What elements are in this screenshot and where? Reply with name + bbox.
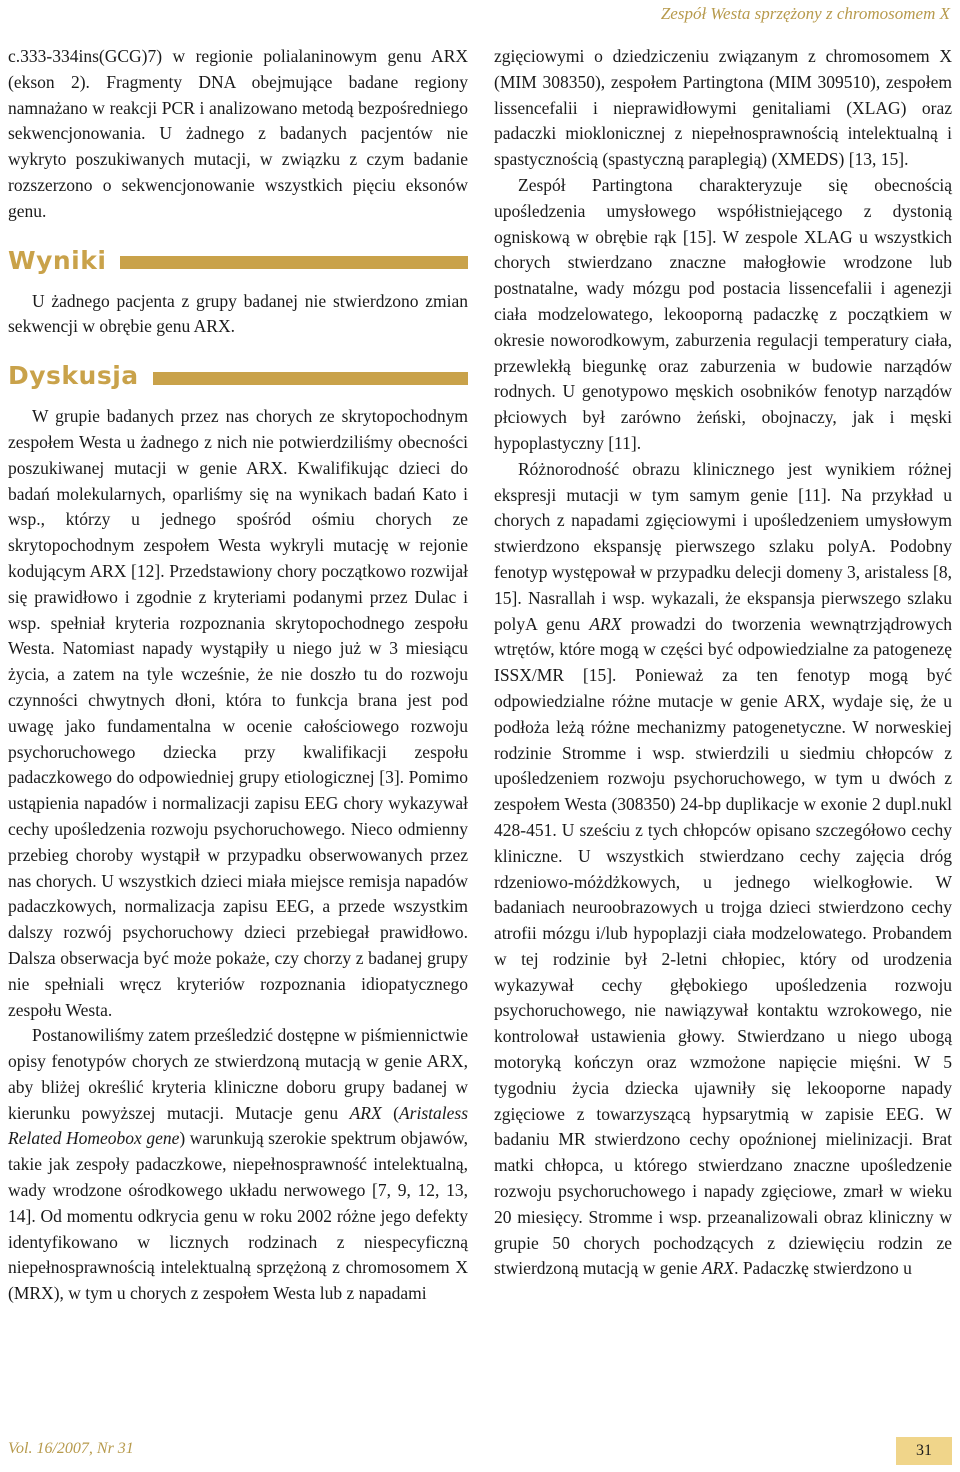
- gene-name: ARX: [701, 1258, 735, 1279]
- text-run: ) warunkują szerokie spektrum objawów, takie jak zespoły padaczkowe, niepełnosprawność intelektualną, wady wrodzone ośrodkowego układu nerwowego [7, 9, 12, 13, 14]. Od momentu odkrycia genu w roku 2002 różne jego defekty identyfikowano w licznych rodzinach z niespecyficzną niepełnosprawnością intelektualną sprzężoną z chromosomem X (MRX), w tym u chorych z zespołem Westa lub z napadami: [8, 1128, 468, 1304]
- heading-divider-bar: [153, 372, 468, 385]
- journal-volume: Vol. 16/2007, Nr 31: [8, 1440, 134, 1457]
- gene-name: ARX: [589, 613, 622, 634]
- left-column: [8, 44, 468, 1307]
- text-run: Różnorodność obrazu klinicznego jest wynikiem różnej ekspresji mutacji w tym samym genie [11]. Na przykład u chorych z napadami zgięciowymi i upośledzeniem umysłowym stwierdzono ekspansję pierwszego szlaku polyA. Podobny fenotyp występował w przypadku delecji domeny 3, aristaless [8, 15]. Nasrallah i wsp. wykazali, że ekspansja pierwszego szlaku polyA genu: [494, 458, 952, 634]
- heading-divider-bar: [120, 256, 468, 269]
- right-column: [494, 44, 952, 1282]
- text-run: Postanowiliśmy zatem prześledzić dostępne w piśmiennictwie opisy fenotypów chorych ze stwierdzoną mutacją w genie ARX, aby bliżej określić kryteria kliniczne doboru grupy badanej w kierunku powyższej mutacji. Mutacje genu: [8, 1025, 468, 1123]
- discussion-heading-text: Dyskusja: [8, 361, 139, 391]
- right-paragraph-3: [494, 457, 952, 1283]
- right-paragraph-2: Zespół Partingtona charakteryzuje się obecnością upośledzenia umysłowego współistniejącego z dystonią ogniskową w obrębie rąk [15]. W zespole XLAG u wszystkich chorych stwierdzano znaczne małogłowie wrodzone lub postnatalne, wady mózgu pod postacia lissencefalii i agenezji ciała modzelowatego, lekooporną padaczkę z początkiem w okresie noworodkowym, zaburzenia regulacji temperatury ciała, przewlekłą biegunkę oraz zaburzenia w budowie narządów rodnych. U genotypowo męskich osobników fenotyp narządów płciowych był zarówno żeński, obojnaczy, jak i męski hypoplastyczny [11].: [494, 174, 952, 453]
- text-run: (: [381, 1102, 399, 1123]
- right-paragraph-1: zgięciowymi o dziedziczeniu związanym z chromosomem X (MIM 308350), zespołem Partingtona (MIM 309510), zespołem lissencefalii i nieprawidłowymi genitaliami (XLAG) oraz padaczki mioklonicznej z niepełnosprawnością intelektualną i spastycznością (spastyczną paraplegią) (XMEDS) [13, 15].: [494, 46, 952, 170]
- results-paragraph: U żadnego pacjenta z grupy badanej nie stwierdzono zmian sekwencji w obrębie genu ARX.: [8, 290, 468, 337]
- running-head: Zespół Westa sprzężony z chromosomem X: [660, 4, 950, 23]
- results-heading-text: Wyniki: [8, 245, 107, 275]
- text-run: . Padaczkę stwierdzono u: [734, 1258, 912, 1279]
- discussion-paragraph-1: W grupie badanych przez nas chorych ze skrytopochodnym zespołem Westa u żadnego z nich nie potwierdziliśmy obecności poszukiwanej mutacji w genie ARX. Kwalifikując dzieci do badań molekularnych, oparliśmy się na wynikach badań Kato i wsp., którzy u jednego spośród ośmiu chorych ze skrytopochodnym zespołem Westa wykryli mutację w rejonie kodującym ARX [12]. Przedstawiony chory początkowo rozwijał się prawidłowo i zgodnie z kryteriami podanymi przez Dulac i wsp. spełniał kryteria rozpoznania skrytopochodnego zespołu Westa. Natomiast napady wystąpiły u niego już w 3 miesiącu życia, a zatem na tyle wcześnie, że nie doszło tu do rozwoju czynności chwytnych dłoni, która to funkcja brana jest pod uwagę jako fundamentalna w ocenie całościowego rozwoju psychoruchowego dziecka przy kwalifikacji zespołu padaczkowego do odpowiedniej grupy etiologicznej [3]. Pomimo ustąpienia napadów i normalizacji zapisu EEG chory wykazywał cechy upośledzenia rozwoju psychoruchowego. Nieco odmienny przebieg choroby wystąpił w przypadku obserwowanych przez nas chorych. U wszystkich dzieci miała miejsce remisja napadów padaczkowych, normalizacja zapisu EEG, a przede wszystkim dalszy rozwój psychoruchowy dzieci przebiegał prawidłowo. Dalsza obserwacja być może pokaże, czy chorzy z badanej grupy nie spełniali wręcz kryteriów rozpoznania idiopatycznego zespołu Westa.: [8, 406, 468, 1020]
- discussion-paragraph-2: [8, 1023, 468, 1307]
- discussion-heading: [8, 362, 468, 390]
- gene-name: ARX: [349, 1102, 382, 1123]
- gene-full-name: Aristaless Related Homeobox gene: [8, 1102, 469, 1149]
- text-run: prowadzi do tworzenia wewnątrzjądrowych wtrętów, które mogą w części być odpowiedzialne za patogenezę ISSX/MR [15]. Ponieważ za ten fenotyp mogą być odpowiedzialne różne mutacje w genie ARX, wydaje się, że u podłoża leżą różne mechanizmy patogenetyczne. W norweskiej rodzinie Stromme i wsp. stwierdzili u siedmiu chłopców z upośledzeniem rozwoju psychoruchowego, w tym u dwóch z zespołem Westa (308350) 24-bp duplikacje w exonie 2 dupl.nukl 428-451. U sześciu z tych chłopców opisano szczegółowo cechy kliniczne. U wszystkich stwierdzano cechy zajęcia dróg rdzeniowo-móżdżkowych, u jednego wielkogłowie. W badaniach neuroobrazowych u trojga dzieci stwierdzono cechy atrofii mózgu i/lub hypoplazji ciała modzelowatego. Probandem w tej rodzinie był 2-letni chłopiec, który od urodzenia wykazywał cechy głębokiego upośledzenia rozwoju psychoruchowego, nie nawiązywał kontaktu wzrokowego, nie kontrolował ustawienia głowy. Stwierdzano u niego ubogą motoryką kończyn oraz wzmożone napięcie mięśni. W 5 tygodniu życia dziecka ujawniły się lekooporne napady zgięciowe z towarzyszącą hypsarytmią w zapisie EEG. W badaniu MR stwierdzono cechy opoźnionej mielinizacji. Brat matki chłopca, u którego stwierdzano znaczne upośledzenie rozwoju psychoruchowego i napady zgięciowe, zmarł w wieku 20 miesięcy. Stromme i wsp. przeanalizowali obraz kliniczny w grupie 50 chorych pochodzących z dziewięciu rodzin ze stwierdzoną mutacją w genie: [494, 613, 952, 1279]
- intro-paragraph: c.333-334ins(GCG)7) w regionie polialaninowym genu ARX (ekson 2). Fragmenty DNA obejmujące badane regiony namnażano w reakcji PCR i analizowano metodą bezpośredniego sekwencjonowania. U żadnego z badanych pacjentów nie wykryto poszukiwanych mutacji, w związku z czym badanie rozszerzono o sekwencjonowanie wszystkich pięciu eksonów genu.: [8, 46, 468, 221]
- results-heading: [8, 247, 468, 275]
- page-number: 31: [896, 1437, 952, 1465]
